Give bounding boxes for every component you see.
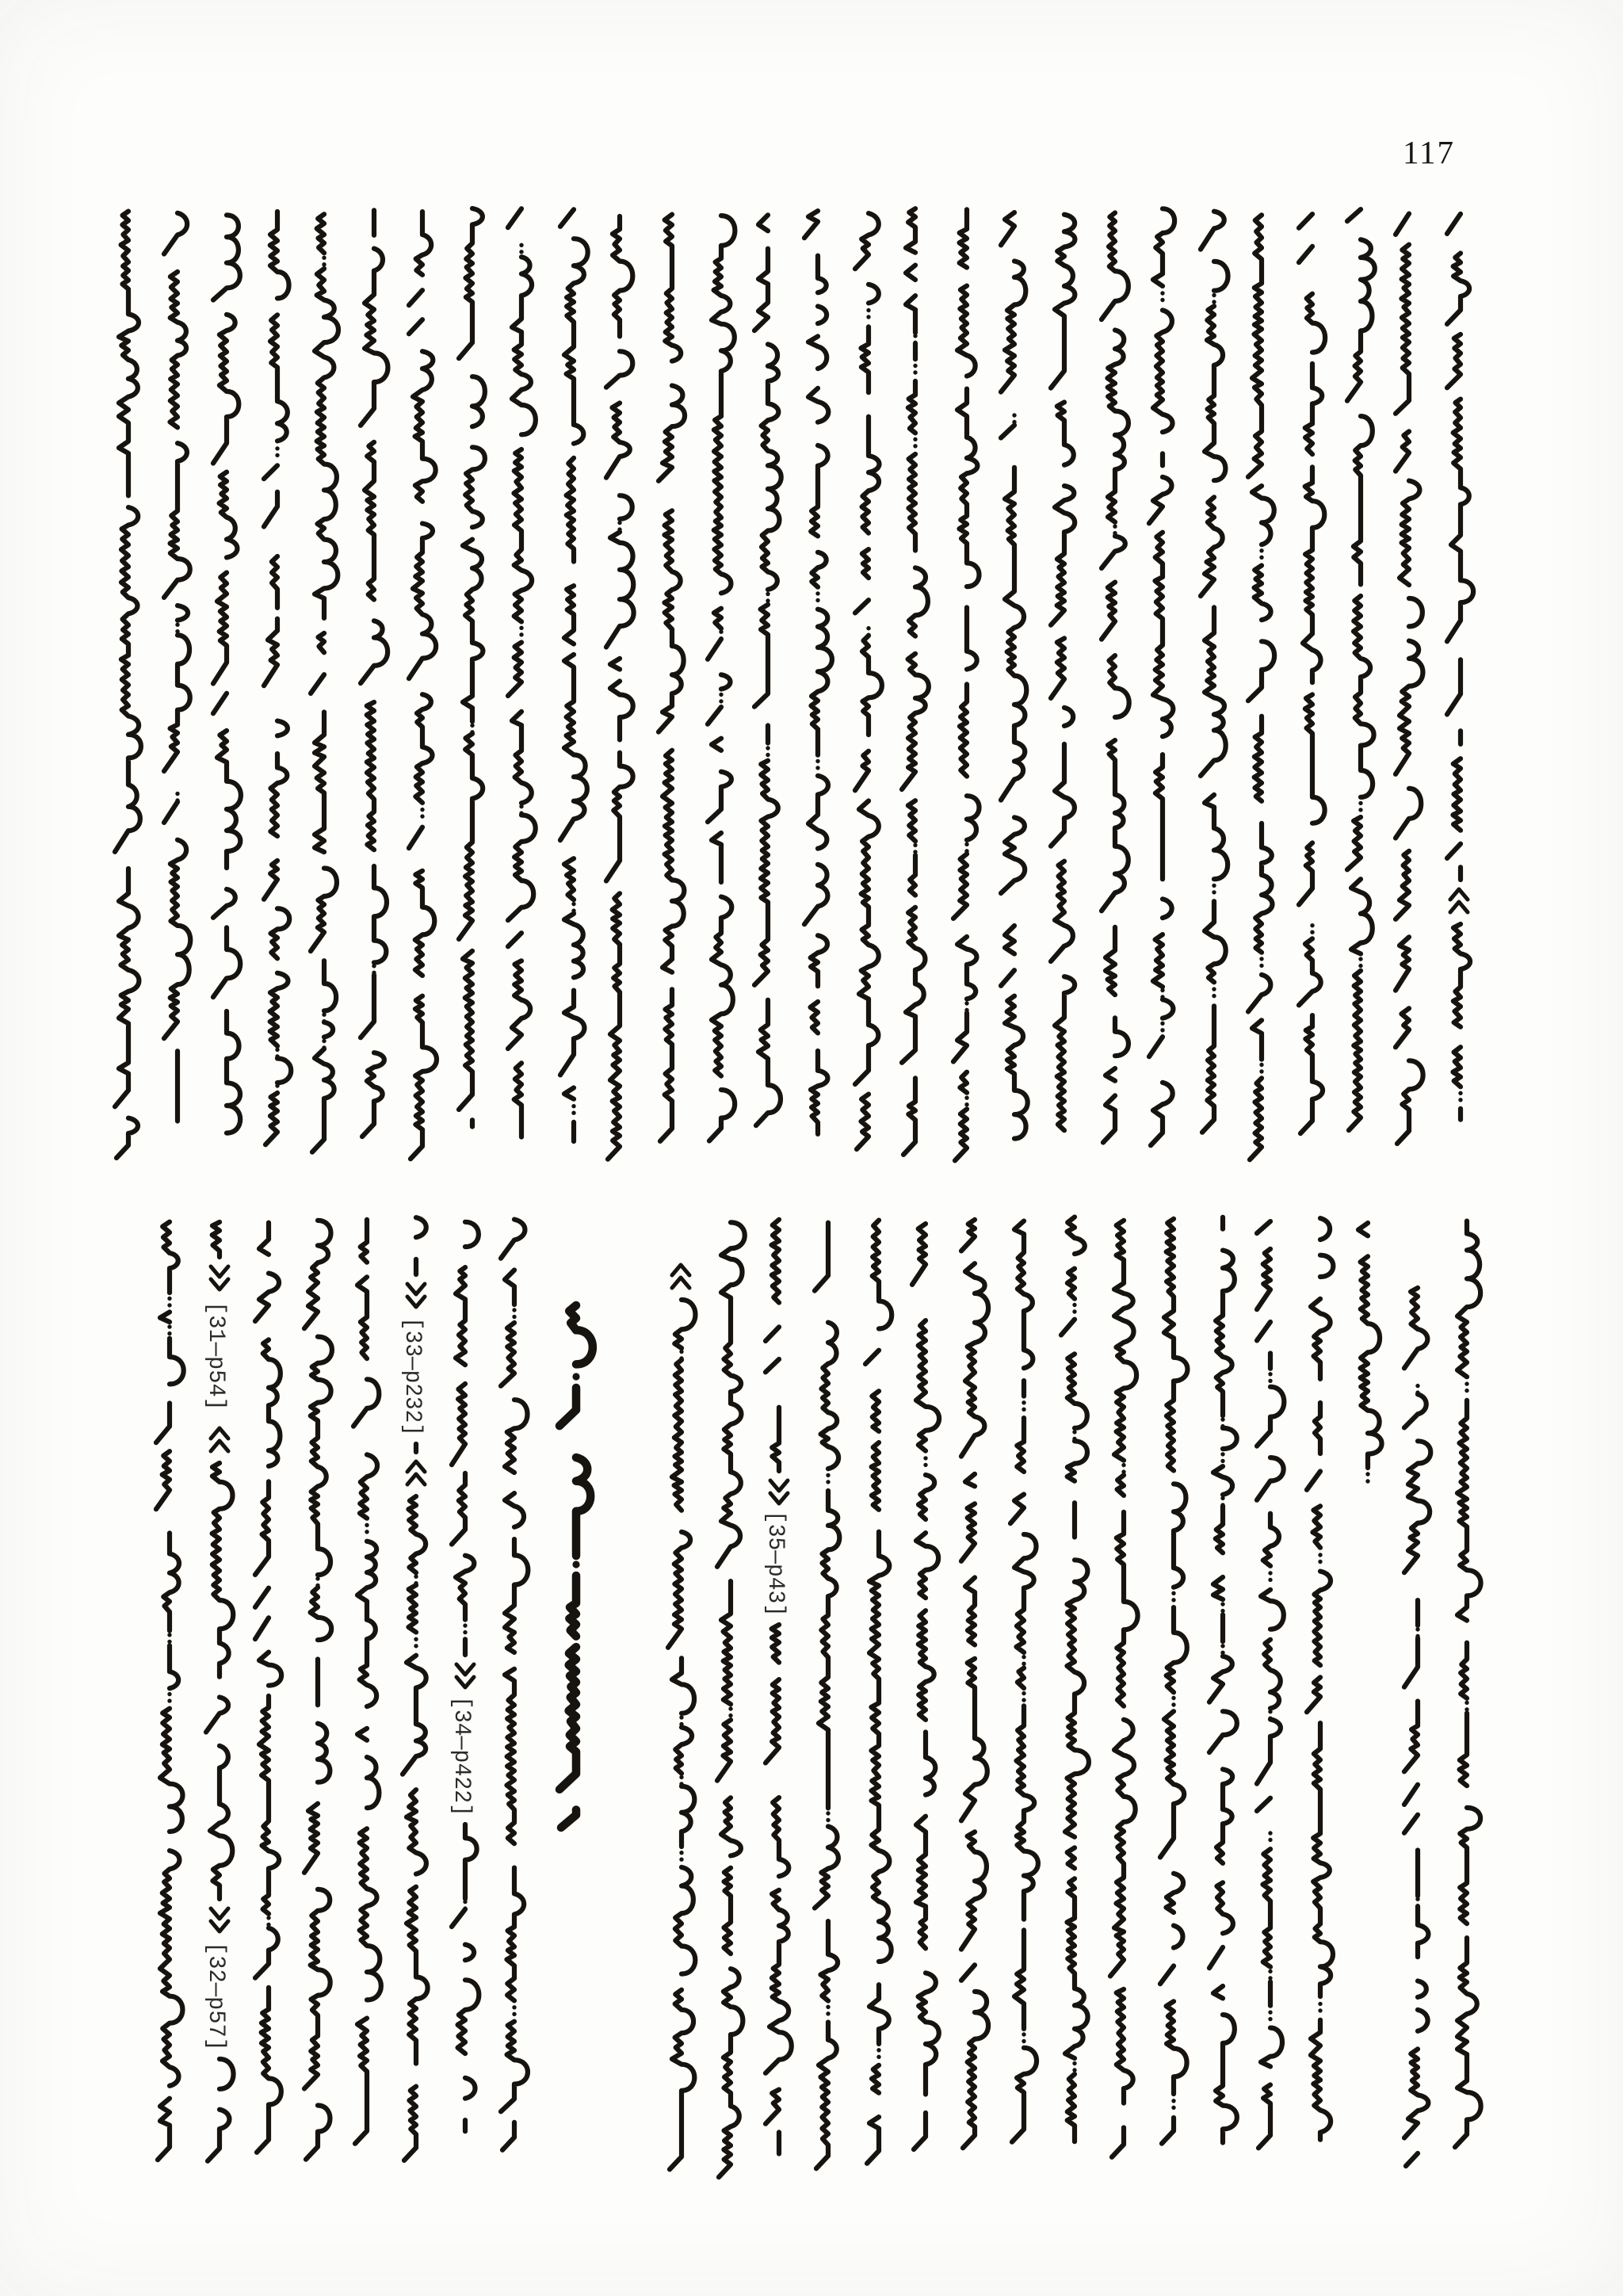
word-separator-dots: [175, 629, 179, 633]
word-separator-dots: [266, 1916, 270, 1920]
text-column: [1307, 1218, 1333, 2140]
word-separator-dots: [923, 1463, 927, 1467]
word-separator-dots: [1465, 1389, 1468, 1392]
text-column: [353, 1220, 381, 2144]
word-separator-dots: [1268, 1976, 1272, 1980]
citation-ref: [32—p57]: [202, 1942, 229, 2057]
word-separator-dots: [866, 308, 870, 312]
text-column: [361, 210, 388, 1137]
word-separator-dots: [1212, 884, 1216, 888]
word-separator-dots: [1358, 964, 1362, 968]
word-separator-dots: [1318, 2002, 1322, 2006]
word-separator-dots: [826, 1811, 830, 1815]
text-column: [961, 1220, 988, 2148]
word-separator-dots: [1212, 987, 1216, 991]
text-column: [508, 208, 536, 1137]
vertical-open-quote-icon: [672, 1265, 689, 1288]
word-separator-dots: [719, 630, 723, 634]
text-column: [804, 211, 832, 1134]
word-separator-dots: [1220, 1651, 1224, 1655]
word-separator-dots: [167, 1324, 171, 1328]
word-separator-dots: [420, 808, 424, 812]
word-separator-dots: [322, 1019, 326, 1023]
text-column: [865, 1221, 892, 2164]
word-separator-dots: [719, 693, 723, 697]
word-separator-dots: [266, 1923, 270, 1927]
word-separator-dots: [1365, 1472, 1369, 1476]
word-separator-dots: [964, 1096, 968, 1100]
word-separator-dots: [679, 1782, 683, 1786]
word-separator-dots: [815, 759, 819, 763]
word-separator-dots: [1259, 1069, 1263, 1073]
word-separator-dots: [167, 1633, 171, 1637]
word-separator-dots: [866, 315, 870, 319]
text-column: [668, 1300, 695, 2169]
word-separator-dots: [826, 1473, 830, 1477]
word-separator-dots: [167, 1303, 171, 1307]
word-separator-dots: [275, 453, 279, 457]
word-separator-dots: [275, 446, 279, 450]
word-separator-dots: [876, 2048, 880, 2052]
text-column: [606, 216, 634, 1159]
text-column: [409, 212, 437, 1159]
word-separator-dots: [1358, 957, 1362, 961]
word-separator-dots: [1415, 1384, 1419, 1388]
word-separator-dots: [913, 370, 917, 374]
word-separator-dots: [1310, 930, 1314, 934]
word-separator-dots: [617, 527, 621, 531]
text-column: [115, 212, 141, 1158]
word-separator-dots: [512, 1315, 516, 1319]
text-column: [953, 209, 980, 1160]
word-separator-dots: [1022, 1691, 1025, 1695]
vertical-close-quote-icon: [770, 1480, 788, 1503]
heading-punctuation-dot: [572, 1373, 579, 1380]
text-column: [213, 215, 241, 1133]
word-separator-dots: [679, 1775, 683, 1779]
word-separator-dots: [519, 250, 523, 254]
word-separator-dots: [275, 1048, 279, 1052]
word-separator-dots: [815, 766, 819, 770]
text-column: [1358, 1223, 1382, 1468]
word-separator-dots: [414, 1644, 418, 1648]
word-separator-dots: [571, 1111, 575, 1115]
word-separator-dots: [617, 521, 621, 525]
word-separator-dots: [1268, 1717, 1272, 1721]
word-separator-dots: [1220, 1424, 1224, 1428]
word-separator-dots: [167, 1698, 171, 1702]
word-separator-dots: [1415, 1904, 1419, 1908]
word-separator-dots: [876, 2055, 880, 2059]
word-separator-dots: [1259, 964, 1263, 968]
word-separator-dots: [1268, 1710, 1272, 1713]
text-column: [501, 1220, 528, 2150]
text-column: [311, 214, 338, 1152]
text-column: [902, 208, 929, 1155]
word-separator-dots: [1160, 1022, 1164, 1026]
word-separator-dots: [766, 753, 769, 757]
word-separator-dots: [826, 1818, 830, 1822]
word-separator-dots: [1022, 1655, 1025, 1659]
word-separator-dots: [1318, 1553, 1322, 1557]
word-separator-dots: [1259, 957, 1263, 961]
word-separator-dots: [1171, 1598, 1175, 1602]
word-separator-dots: [1268, 2017, 1272, 2021]
word-separator-dots: [826, 1480, 830, 1484]
word-separator-dots: [913, 341, 917, 345]
heading-punctuation-dot: [572, 1561, 579, 1568]
text-band-bottom: [156, 1217, 1481, 2177]
text-column: [304, 1221, 332, 2160]
vertical-open-quote-icon: [407, 1461, 425, 1484]
word-separator-dots: [372, 971, 376, 975]
word-separator-dots: [679, 1350, 683, 1354]
vertical-open-quote-icon: [1450, 889, 1468, 912]
word-separator-dots: [1220, 1503, 1224, 1507]
word-separator-dots: [1458, 1091, 1462, 1095]
word-separator-dots: [1268, 1838, 1272, 1842]
citation-ref: [35—p43]: [762, 1511, 789, 1626]
text-column: [156, 1222, 184, 2160]
word-separator-dots: [866, 626, 870, 630]
word-separator-dots: [365, 1530, 369, 1534]
text-column: [264, 212, 291, 1144]
word-separator-dots: [1268, 1372, 1272, 1376]
word-separator-dots: [1212, 293, 1216, 297]
text-column: [1455, 1221, 1481, 2148]
word-separator-dots: [1022, 2039, 1025, 2043]
word-separator-dots: [964, 849, 968, 853]
word-separator-dots: [175, 798, 179, 802]
word-separator-dots: [1358, 801, 1362, 805]
word-separator-dots: [1358, 808, 1362, 812]
word-separator-dots: [1415, 1627, 1419, 1631]
word-separator-dots: [1072, 1430, 1076, 1434]
word-separator-dots: [766, 598, 769, 602]
text-column: [815, 1223, 839, 2168]
word-separator-dots: [519, 632, 523, 636]
word-separator-dots: [322, 262, 326, 266]
word-separator-dots: [913, 444, 917, 448]
word-separator-dots: [1220, 1417, 1224, 1421]
word-separator-dots: [322, 1045, 326, 1049]
text-column: [1061, 1217, 1089, 2142]
text-column: [1160, 1219, 1187, 2144]
word-separator-dots: [1465, 1381, 1468, 1385]
word-separator-dots: [167, 1331, 171, 1335]
word-separator-dots: [728, 1713, 732, 1717]
text-column: [1257, 1221, 1284, 2148]
word-separator-dots: [1212, 300, 1216, 304]
word-separator-dots: [315, 1584, 319, 1587]
word-separator-dots: [1022, 1698, 1025, 1702]
word-separator-dots: [1160, 988, 1164, 992]
word-separator-dots: [420, 814, 424, 818]
word-separator-dots: [826, 2011, 830, 2015]
word-separator-dots: [1072, 1309, 1076, 1313]
word-separator-dots: [1465, 1701, 1468, 1705]
word-separator-dots: [679, 1356, 683, 1360]
word-separator-dots: [913, 437, 917, 441]
word-separator-dots: [1458, 1098, 1462, 1102]
word-separator-dots: [1318, 2008, 1322, 2012]
word-separator-dots: [1072, 1303, 1076, 1307]
word-separator-dots: [1160, 995, 1164, 999]
vertical-close-quote-icon: [211, 1908, 228, 1931]
text-column: [1102, 213, 1129, 1143]
word-separator-dots: [1022, 2032, 1025, 2036]
text-column: [459, 208, 485, 1127]
word-separator-dots: [1171, 1696, 1175, 1700]
text-column: [1404, 1288, 1430, 2166]
word-separator-dots: [1259, 556, 1263, 560]
text-column: [164, 213, 190, 1121]
text-column: [560, 209, 588, 1141]
word-separator-dots: [1365, 1479, 1369, 1483]
word-separator-dots: [1259, 1063, 1263, 1067]
word-separator-dots: [1268, 2010, 1272, 2014]
word-separator-dots: [815, 598, 819, 602]
word-separator-dots: [322, 1013, 326, 1017]
word-separator-dots: [571, 902, 575, 906]
word-separator-dots: [964, 1001, 968, 1005]
word-separator-dots: [365, 1523, 369, 1527]
word-separator-dots: [719, 636, 723, 640]
text-column: [1299, 214, 1325, 1133]
word-separator-dots: [463, 1900, 467, 1904]
word-separator-dots: [826, 2005, 830, 2009]
word-separator-dots: [315, 1576, 319, 1580]
word-separator-dots: [1268, 1831, 1272, 1835]
text-column: [1209, 1217, 1237, 2143]
page-number: 117: [1403, 134, 1455, 170]
citation-ref: [31—p54]: [202, 1301, 229, 1416]
word-separator-dots: [512, 2012, 516, 2016]
word-separator-dots: [1259, 548, 1263, 552]
word-separator-dots: [571, 1104, 575, 1108]
word-separator-dots: [519, 804, 523, 808]
word-separator-dots: [463, 1623, 467, 1627]
word-separator-dots: [175, 623, 179, 627]
word-separator-dots: [167, 1297, 171, 1301]
word-separator-dots: [1171, 2099, 1175, 2103]
word-separator-dots: [470, 730, 474, 734]
word-separator-dots: [1220, 1452, 1224, 1456]
text-column: [1051, 215, 1075, 1131]
word-separator-dots: [1113, 531, 1117, 535]
word-separator-dots: [1465, 1707, 1468, 1711]
text-column: [255, 1223, 281, 2153]
word-separator-dots: [1220, 1602, 1224, 1606]
word-separator-dots: [679, 1722, 683, 1726]
word-separator-dots: [1121, 1469, 1125, 1473]
word-separator-dots: [1072, 1437, 1076, 1441]
word-separator-dots: [913, 334, 917, 338]
text-column: [855, 213, 882, 1149]
word-separator-dots: [1268, 1969, 1272, 1973]
word-separator-dots: [1212, 890, 1216, 894]
word-separator-dots: [175, 792, 179, 796]
word-separator-dots: [964, 1008, 968, 1012]
word-separator-dots: [1220, 1459, 1224, 1463]
word-separator-dots: [766, 746, 769, 750]
word-separator-dots: [1160, 291, 1164, 295]
word-separator-dots: [1160, 1028, 1164, 1032]
text-column: [659, 215, 685, 1141]
word-separator-dots: [275, 1083, 279, 1087]
word-separator-dots: [964, 1102, 968, 1106]
word-separator-dots: [322, 256, 326, 260]
word-separator-dots: [1171, 1591, 1175, 1595]
word-separator-dots: [719, 699, 723, 703]
citations: [202, 1301, 789, 2057]
word-separator-dots: [913, 364, 917, 368]
word-separator-dots: [679, 1851, 683, 1855]
word-separator-dots: [463, 1630, 467, 1634]
word-separator-dots: [1171, 1702, 1175, 1706]
word-separator-dots: [275, 1091, 279, 1095]
text-column: [708, 216, 735, 1140]
word-separator-dots: [414, 1575, 418, 1579]
citation-ref: [34—p422]: [448, 1696, 475, 1825]
word-separator-dots: [1268, 1379, 1272, 1383]
word-separator-dots: [728, 1706, 732, 1710]
word-separator-dots: [1268, 1578, 1272, 1582]
word-separator-dots: [1220, 1609, 1224, 1613]
word-separator-dots: [167, 1692, 171, 1696]
word-separator-dots: [571, 908, 575, 912]
word-separator-dots: [1113, 525, 1117, 529]
word-separator-dots: [463, 1906, 467, 1910]
text-column: [754, 215, 781, 1125]
text-column: [1110, 1221, 1138, 2157]
word-separator-dots: [1268, 1571, 1272, 1575]
citation-ref: [33—p232]: [399, 1317, 426, 1446]
text-column: [717, 1222, 745, 2177]
text-column: [1248, 215, 1274, 1159]
word-separator-dots: [1220, 1496, 1224, 1500]
word-separator-dots: [275, 1054, 279, 1058]
word-separator-dots: [167, 1640, 171, 1644]
word-separator-dots: [815, 591, 819, 595]
word-separator-dots: [766, 592, 769, 596]
word-separator-dots: [1212, 994, 1216, 998]
word-separator-dots: [913, 843, 917, 847]
word-separator-dots: [372, 964, 376, 968]
word-separator-dots: [679, 1715, 683, 1719]
word-separator-dots: [1072, 2068, 1076, 2072]
word-separator-dots: [1022, 1400, 1025, 1404]
vertical-close-quote-icon: [456, 1664, 474, 1687]
word-separator-dots: [512, 2005, 516, 2009]
word-separator-dots: [414, 1581, 418, 1585]
text-column: [1001, 212, 1028, 1138]
word-separator-dots: [519, 811, 523, 815]
word-separator-dots: [1415, 1897, 1419, 1901]
word-separator-dots: [519, 243, 523, 247]
text-column: [1010, 1221, 1038, 2142]
word-separator-dots: [1121, 1463, 1125, 1467]
word-separator-dots: [470, 724, 474, 728]
word-separator-dots: [1171, 2106, 1175, 2110]
text-column: [1396, 214, 1423, 1144]
word-separator-dots: [519, 626, 523, 630]
vertical-close-quote-icon: [211, 1266, 228, 1289]
word-separator-dots: [1220, 1644, 1224, 1648]
word-separator-dots: [1022, 1662, 1025, 1666]
word-separator-dots: [1022, 1408, 1025, 1412]
text-column: [1149, 208, 1174, 1145]
text-column: [766, 1220, 792, 2154]
word-separator-dots: [866, 633, 870, 637]
word-separator-dots: [1012, 413, 1016, 417]
text-band-top: [115, 208, 1473, 1160]
word-separator-dots: [923, 1456, 927, 1460]
vertical-open-quote-icon: [211, 1428, 228, 1451]
word-separator-dots: [1415, 1634, 1419, 1638]
word-separator-dots: [913, 850, 917, 854]
word-separator-dots: [414, 1637, 418, 1641]
word-separator-dots: [1160, 298, 1164, 302]
word-separator-dots: [679, 1858, 683, 1862]
word-separator-dots: [964, 842, 968, 846]
word-separator-dots: [512, 1308, 516, 1312]
word-separator-dots: [322, 1039, 326, 1043]
word-separator-dots: [1310, 923, 1314, 927]
text-column: [1447, 214, 1473, 1120]
word-separator-dots: [1072, 2061, 1076, 2065]
word-separator-dots: [1415, 1390, 1419, 1394]
word-separator-dots: [1318, 1560, 1322, 1564]
vertical-close-quote-icon: [407, 1284, 425, 1307]
text-column: [1347, 209, 1375, 1130]
word-separator-dots: [1012, 420, 1016, 424]
text-column: [912, 1224, 939, 2149]
